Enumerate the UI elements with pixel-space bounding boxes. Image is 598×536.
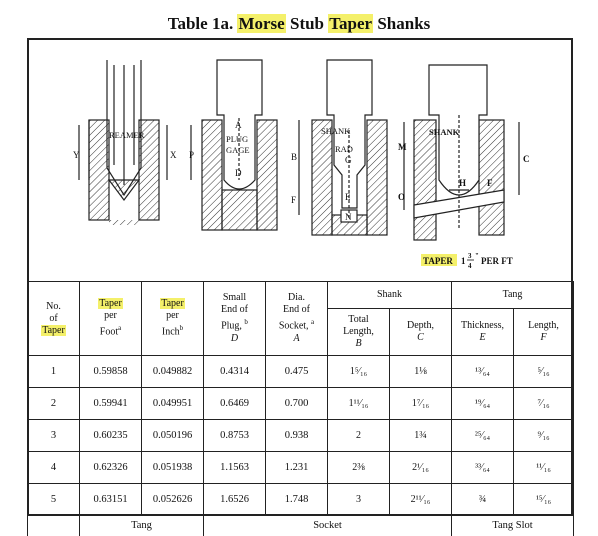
plug-a-letter: A [235,120,242,130]
header-depth: Depth, C [390,309,452,356]
dim-y: Y [73,150,80,160]
cell-taper-inch: 0.050196 [142,420,204,452]
title-stub: Stub [290,14,324,33]
cell-taper-inch: 0.051938 [142,452,204,484]
dim-f: F [291,195,296,205]
g-label: G [345,155,352,165]
page-title [0,14,598,34]
header-small-end-plug: Small End of Plug, $^b$ D [204,282,266,356]
dim-c: C [523,154,530,164]
title-prefix: Table 1a. [168,14,234,33]
cell-socket: 0.700 [266,388,328,420]
n-label: N [345,212,352,222]
cell-thickness: ²⁵⁄₆₄ [452,420,514,452]
cell-taper-foot: 0.59858 [80,356,142,388]
cell-taper-foot: 0.60235 [80,420,142,452]
table-row [28,484,574,516]
cell-socket: 1.748 [266,484,328,516]
table-row [28,452,574,484]
header-no-of-taper: No. of Taper [28,282,80,356]
cell-taper-inch: 0.049951 [142,388,204,420]
cell-total-length: 2⅜ [328,452,390,484]
plug-label: PLUG [226,134,248,144]
shank-label-2: SHANK [429,127,460,137]
dim-b: B [291,152,297,162]
e-label: E [345,192,351,202]
cell-plug: 1.1563 [204,452,266,484]
table-row [28,388,574,420]
dim-m: M [398,142,407,152]
cell-total-length: 3 [328,484,390,516]
cell-depth: 1⁷⁄₁₆ [390,388,452,420]
cell-depth: 1¾ [390,420,452,452]
taper-note-num: 3 [468,252,472,260]
cell-thickness: ¹³⁄₆₄ [452,356,514,388]
header-taper-per-inch: Taper per Inch$^b$ [142,282,204,356]
cell-thickness: ¾ [452,484,514,516]
table-row [28,356,574,388]
table-footer-row [28,516,574,536]
dim-x: X [170,150,177,160]
dim-p: P [189,150,194,160]
cell-length: ⁹⁄₁₆ [514,420,574,452]
footer-tang: Tang [80,516,204,536]
gage-label: GAGE [226,145,250,155]
cell-total-length: 2 [328,420,390,452]
taper-note-word: TAPER [423,256,453,266]
footer-tang-slot: Tang Slot [452,516,574,536]
plug-d-letter: D [235,168,242,178]
taper-note-den: 4 [468,262,472,270]
cell-no: 1 [28,356,80,388]
header-dia-end-socket: Dia. End of Socket, $^a$ A [266,282,328,356]
dim-h: H [459,178,466,188]
cell-depth: 2¹¹⁄₁₆ [390,484,452,516]
rad-label: RAD [335,144,353,154]
cell-plug: 0.8753 [204,420,266,452]
taper-note-number: 1 [461,256,466,266]
header-total-length: Total Length, B [328,309,390,356]
cell-total-length: 1⁵⁄₁₆ [328,356,390,388]
cell-no: 5 [28,484,80,516]
taper-note-inch: " [475,252,479,260]
cell-socket: 0.938 [266,420,328,452]
header-length: Length, F [514,309,574,356]
header-thickness: Thickness, E [452,309,514,356]
header-shank: Shank [328,282,452,309]
header-taper-per-foot: Taper per Foot$^a$ [80,282,142,356]
cell-taper-foot: 0.59941 [80,388,142,420]
cell-no: 3 [28,420,80,452]
cell-taper-foot: 0.63151 [80,484,142,516]
cell-thickness: ¹⁹⁄₆₄ [452,388,514,420]
cell-total-length: 1¹¹⁄₁₆ [328,388,390,420]
taper-note-rest: PER FT [481,256,513,266]
diagram-svg [29,40,571,280]
cell-length: ⁵⁄₁₆ [514,356,574,388]
title-highlight-morse: Morse [237,14,285,33]
footer-empty [28,516,80,536]
cell-taper-inch: 0.049882 [142,356,204,388]
table-row [28,420,574,452]
cell-taper-inch: 0.052626 [142,484,204,516]
reamer-figure [79,60,167,225]
cell-depth: 2¹⁄₁₆ [390,452,452,484]
shank-diagram [29,40,571,280]
cell-depth: 1⅛ [390,356,452,388]
morse-taper-table [27,281,574,536]
data-table-wrap [27,281,573,536]
cell-no: 4 [28,452,80,484]
footer-socket: Socket [204,516,452,536]
cell-socket: 0.475 [266,356,328,388]
cell-plug: 0.6469 [204,388,266,420]
cell-plug: 1.6526 [204,484,266,516]
cell-no: 2 [28,388,80,420]
shank-label: SHANK [321,126,351,136]
cell-plug: 0.4314 [204,356,266,388]
socket-figure [404,65,519,240]
cell-length: ⁷⁄₁₆ [514,388,574,420]
reamer-label: REAMER [109,130,145,140]
cell-length: ¹¹⁄₁₆ [514,452,574,484]
cell-taper-foot: 0.62326 [80,452,142,484]
title-highlight-taper: Taper [328,14,373,33]
cell-socket: 1.231 [266,452,328,484]
title-suffix: Shanks [377,14,430,33]
cell-length: ¹⁵⁄₁₆ [514,484,574,516]
header-tang: Tang [452,282,574,309]
dim-f-2: F [487,178,493,188]
dim-o: O [398,192,405,202]
cell-thickness: ³³⁄₆₄ [452,452,514,484]
